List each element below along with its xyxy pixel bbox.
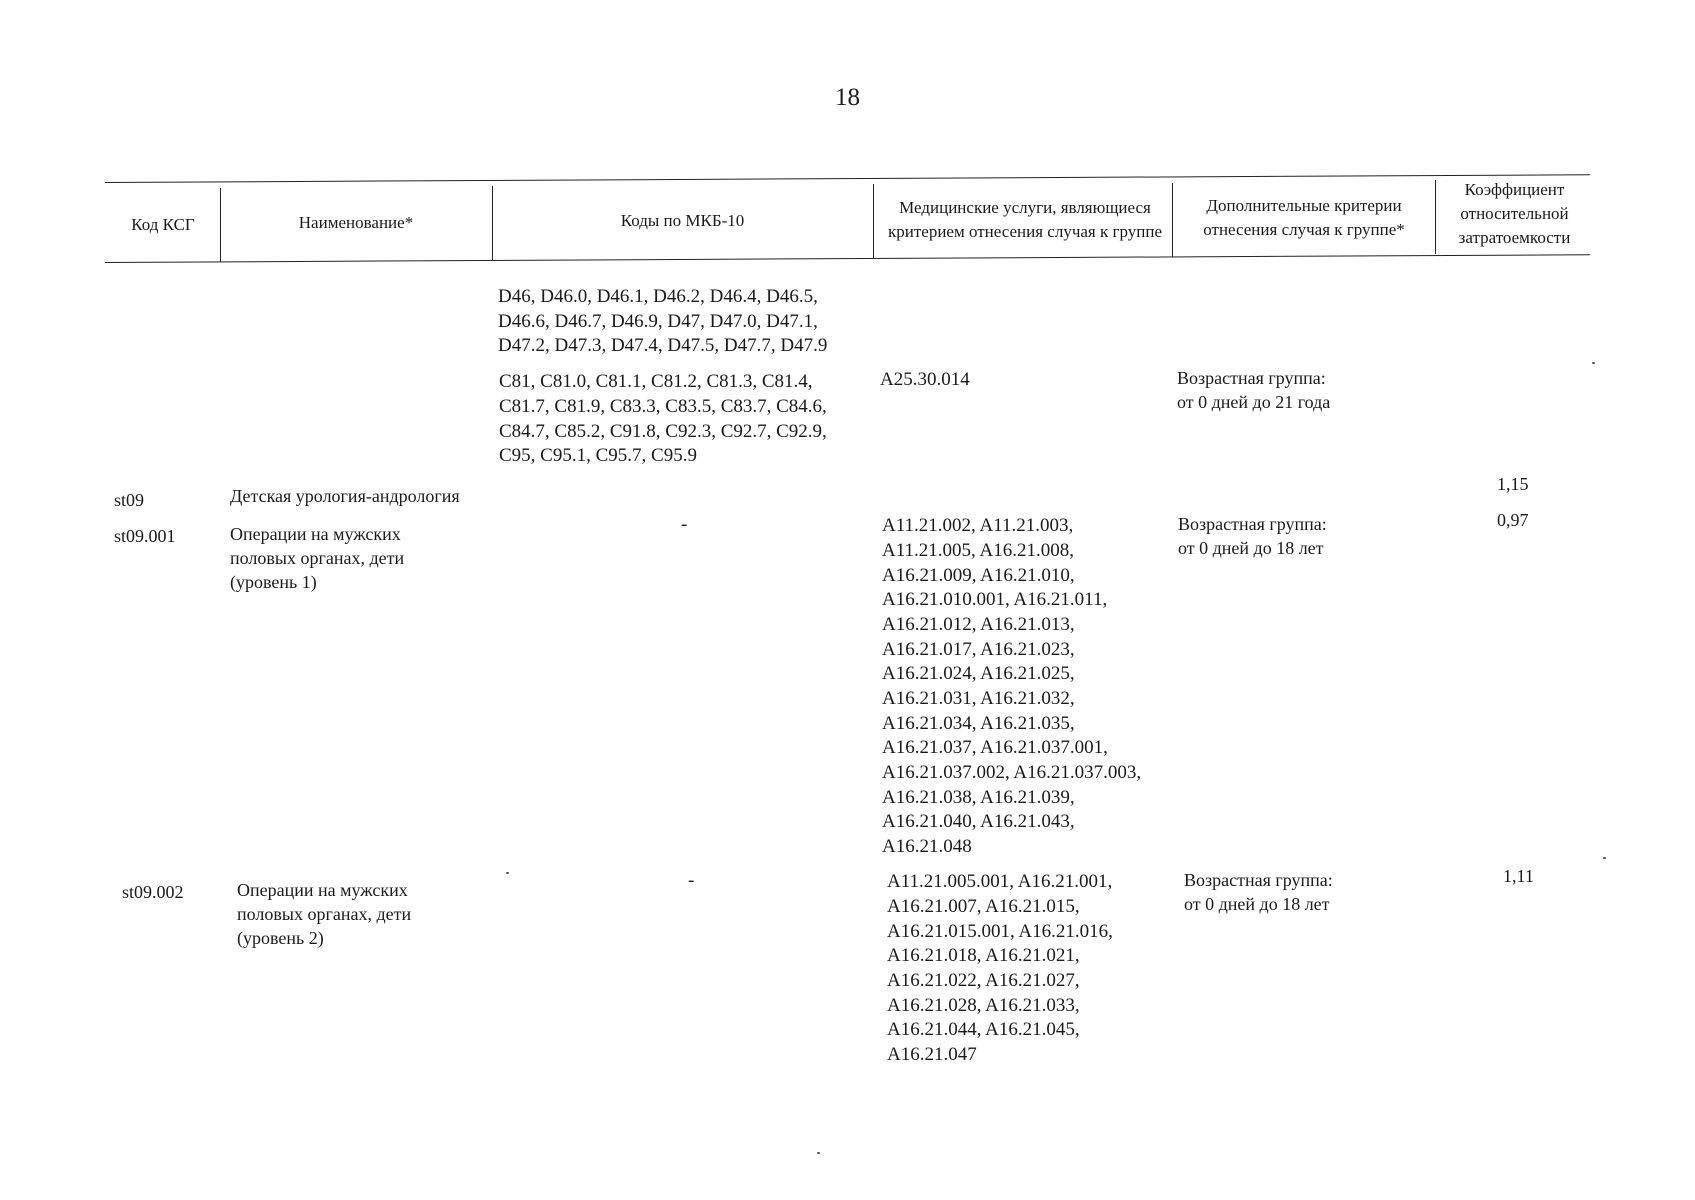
icd-line: C84.7, C85.2, C91.8, C92.3, C92.7, C92.9, <box>499 421 827 442</box>
header-divider <box>1435 180 1436 254</box>
ksg-code: st09 <box>114 490 145 510</box>
scan-speck <box>817 1152 820 1154</box>
ksg-code: st09.002 <box>122 882 184 902</box>
criteria-line: Возрастная группа: <box>1184 870 1333 890</box>
service-line: A16.21.012, A16.21.013, <box>882 614 1075 635</box>
header-icd-codes: Коды по МКБ-10 <box>620 211 745 230</box>
header-divider <box>1172 183 1173 257</box>
header-divider <box>873 184 874 258</box>
ksg-name: Детская урология-андрология <box>230 486 460 506</box>
criteria-line: Возрастная группа: <box>1178 514 1327 534</box>
ksg-code: st09.001 <box>114 526 176 546</box>
ksg-coefficient: 1,11 <box>1503 866 1534 886</box>
header-divider <box>220 188 221 262</box>
header-code: Код КСГ <box>131 215 195 234</box>
service-line: A16.21.017, A16.21.023, <box>882 639 1075 660</box>
header-name: Наименование* <box>298 213 414 232</box>
service-line: A16.21.044, A16.21.045, <box>887 1019 1080 1040</box>
service-line: A16.21.047 <box>887 1044 977 1065</box>
service-line: A16.21.010.001, A16.21.011, <box>882 589 1108 610</box>
ksg-name-line: Операции на мужских <box>230 524 401 544</box>
ksg-name-line: (уровень 1) <box>230 572 317 592</box>
service-line: A16.21.028, A16.21.033, <box>887 995 1080 1016</box>
icd-line: C81, C81.0, C81.1, C81.2, C81.3, C81.4, <box>499 371 813 392</box>
page-number: 18 <box>835 84 860 111</box>
service-line: A16.21.018, A16.21.021, <box>887 945 1080 966</box>
icd-line: D46, D46.0, D46.1, D46.2, D46.4, D46.5, <box>498 286 818 307</box>
icd-line: C95, C95.1, C95.7, C95.9 <box>499 445 697 466</box>
service-line: A16.21.024, A16.21.025, <box>882 663 1075 684</box>
criteria-line: от 0 дней до 21 года <box>1177 392 1331 412</box>
header-divider <box>492 186 493 260</box>
service-line: A16.21.037, A16.21.037.001, <box>882 737 1108 758</box>
icd-line: D46.6, D46.7, D46.9, D47, D47.0, D47.1, <box>498 311 818 332</box>
criteria-line: от 0 дней до 18 лет <box>1178 538 1324 558</box>
header-coefficient: Коэффициент относительной затратоемкости <box>1458 180 1571 247</box>
header-services: Медицинские услуги, являющиеся критерием отнесения случая к группе <box>887 198 1162 241</box>
service-line: A16.21.034, A16.21.035, <box>882 713 1075 734</box>
criteria-line: Возрастная группа: <box>1177 368 1326 388</box>
scan-speck <box>1603 857 1606 859</box>
service-line: A16.21.037.002, A16.21.037.003, <box>882 762 1142 783</box>
service-line: A16.21.009, A16.21.010, <box>882 565 1075 586</box>
service-line: A11.21.002, A11.21.003, <box>882 515 1074 536</box>
ksg-name-line: (уровень 2) <box>237 928 324 948</box>
icd-empty-dash: - <box>681 514 688 535</box>
service-line: A11.21.005, A16.21.008, <box>882 540 1074 561</box>
ksg-name-line: половых органах, дети <box>237 904 412 924</box>
service-line: A11.21.005.001, A16.21.001, <box>887 871 1113 892</box>
service-line: A16.21.007, A16.21.015, <box>887 896 1080 917</box>
ksg-name-line: Операции на мужских <box>237 880 408 900</box>
header-criteria: Дополнительные критерии отнесения случая к группе* <box>1203 196 1405 239</box>
icd-line: D47.2, D47.3, D47.4, D47.5, D47.7, D47.9 <box>498 335 828 356</box>
ksg-coefficient: 0,97 <box>1497 510 1529 530</box>
service-line: A16.21.048 <box>882 836 972 857</box>
criteria-line: от 0 дней до 18 лет <box>1184 894 1330 914</box>
service-line: A16.21.031, A16.21.032, <box>882 688 1075 709</box>
service-line: A25.30.014 <box>880 369 970 390</box>
service-line: A16.21.022, A16.21.027, <box>887 970 1080 991</box>
icd-empty-dash: - <box>688 870 695 891</box>
service-line: A16.21.038, A16.21.039, <box>882 787 1075 808</box>
ksg-coefficient: 1,15 <box>1497 474 1529 494</box>
ksg-name-line: половых органах, дети <box>230 548 405 568</box>
icd-line: C81.7, C81.9, C83.3, C83.5, C83.7, C84.6, <box>499 396 827 417</box>
scan-speck <box>506 872 509 874</box>
scan-speck <box>1592 362 1595 364</box>
service-line: A16.21.040, A16.21.043, <box>882 811 1075 832</box>
service-line: A16.21.015.001, A16.21.016, <box>887 921 1113 942</box>
